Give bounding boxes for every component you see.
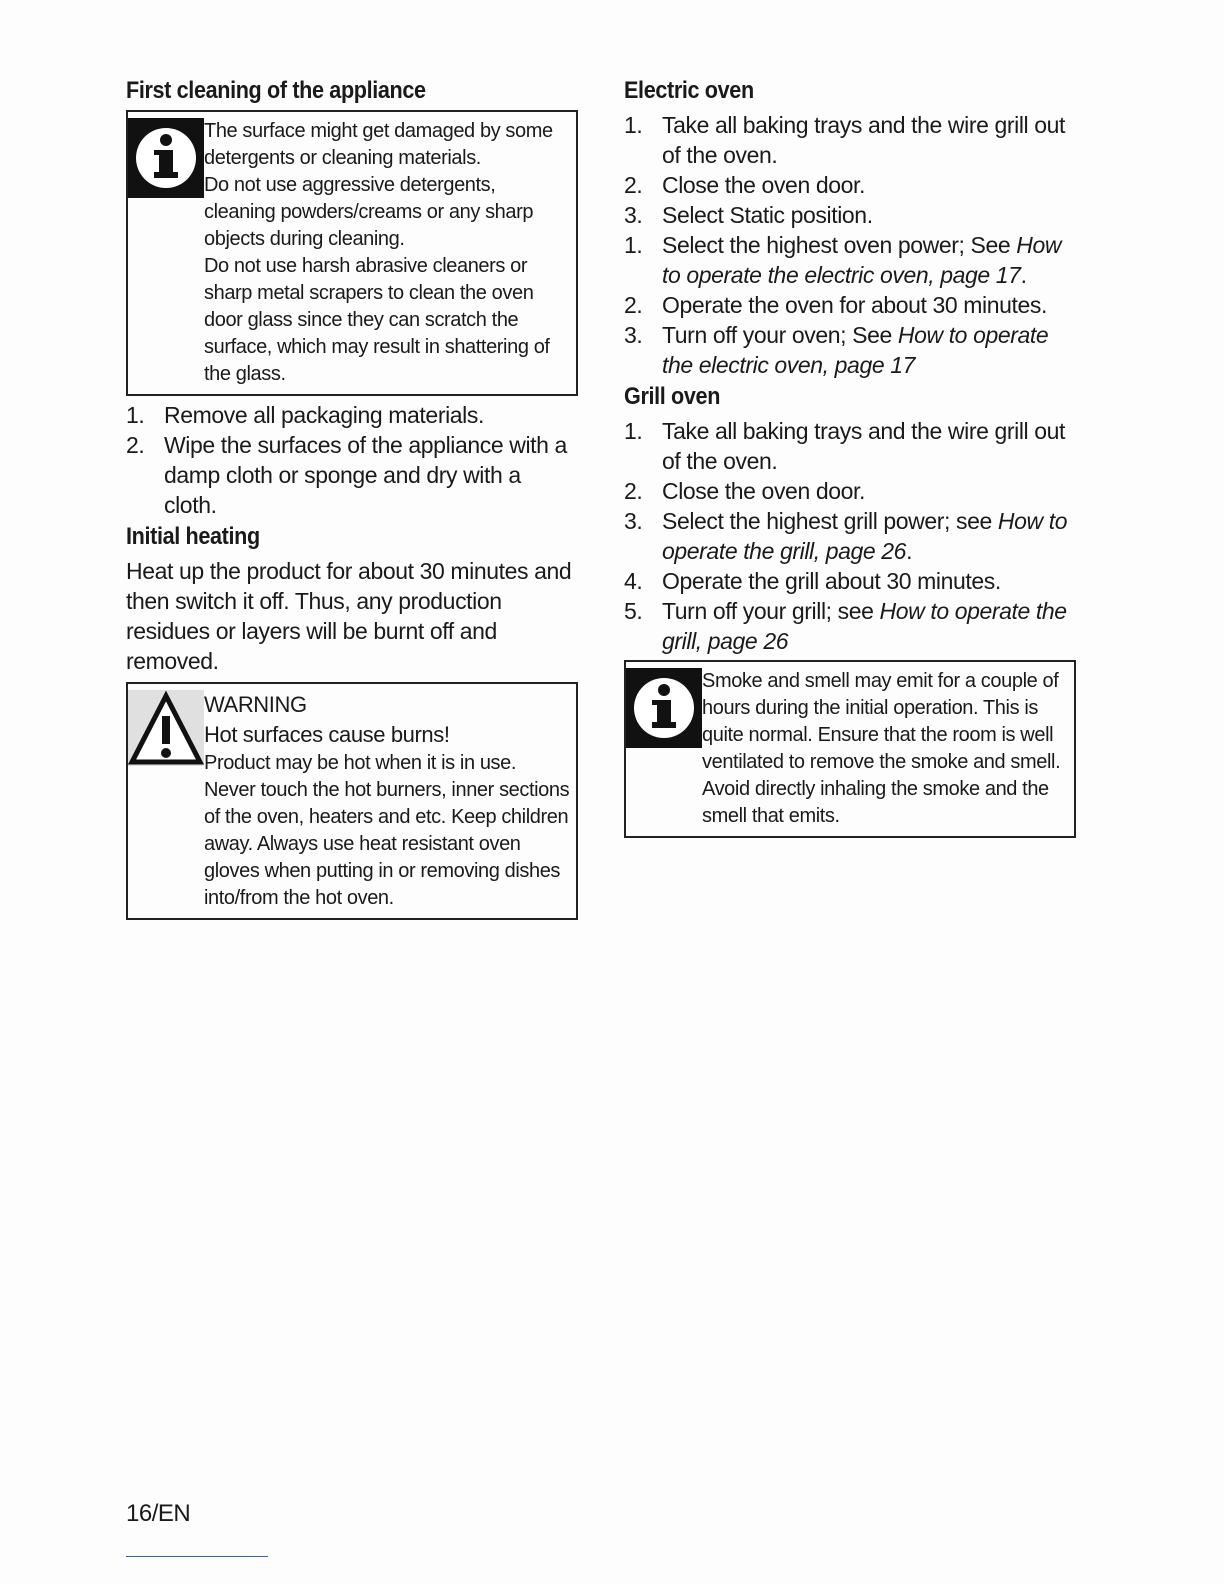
warning-icon — [128, 690, 204, 770]
list-item: 2. Close the oven door. — [624, 478, 865, 504]
warning-box — [126, 682, 578, 920]
cleaning-steps — [126, 400, 578, 520]
grill-oven-steps — [624, 416, 1076, 656]
heading-first-cleaning: First cleaning of the appliance — [126, 77, 426, 104]
electric-oven-steps — [624, 110, 1076, 380]
list-item: 3. Select the highest grill power; see How to operate the grill, page 26. — [624, 508, 1068, 564]
cross-reference: How to operate the electric oven, page 17 — [662, 322, 1049, 378]
cross-reference: How to operate the grill, page 26 — [662, 508, 1068, 564]
info-icon — [128, 118, 204, 198]
cross-reference: How to operate the grill, page 26 — [662, 598, 1067, 654]
info-icon — [626, 668, 702, 748]
info-text-2: Do not use aggressive detergents, cleaning powders/creams or any sharp objects during cleaning. — [204, 174, 534, 250]
warning-body: Product may be hot when it is in use. Never touch the hot burners, inner sections of the oven, heaters and etc. Keep children away. Always use heat resistant oven gloves when putting in or removing dishes into/from the hot oven. — [204, 752, 570, 909]
warning-lead: Hot surfaces cause burns! — [204, 722, 450, 747]
list-item: 2. Close the oven door. — [624, 172, 865, 198]
heading-electric-oven: Electric oven — [624, 77, 754, 104]
list-item: 2. Wipe the surfaces of the appliance with a damp cloth or sponge and dry with a cloth. — [126, 432, 567, 518]
info-smoke-text: Smoke and smell may emit for a couple of hours during the initial operation. This is quite normal. Ensure that the room is well ventilated to remove the smoke and smell. Avoid directly inhaling the smoke and the smell that emits. — [702, 670, 1061, 827]
info-text-1: The surface might get damaged by some detergents or cleaning materials. — [204, 120, 553, 169]
list-item: 3. Select Static position. — [624, 202, 873, 228]
left-column — [126, 76, 578, 924]
heading-grill-oven: Grill oven — [624, 383, 721, 410]
list-item: 4. Operate the grill about 30 minutes. — [624, 568, 1001, 594]
list-item: 1. Select the highest oven power; See How to operate the electric oven, page 17. — [624, 232, 1062, 288]
footer-divider — [126, 1556, 268, 1557]
list-item: 2. Operate the oven for about 30 minutes. — [624, 292, 1047, 318]
initial-heating-text: Heat up the product for about 30 minutes and then switch it off. Thus, any production residues or layers will be burnt off and removed. — [126, 558, 572, 674]
warning-title: WARNING — [204, 692, 307, 717]
list-item: 1. Remove all packaging materials. — [126, 402, 484, 428]
info-box-smoke — [624, 660, 1076, 838]
info-box-cleaning — [126, 110, 578, 396]
cross-reference: How to operate the electric oven, page 17 — [662, 232, 1062, 288]
right-column — [624, 76, 1076, 842]
list-item: 1. Take all baking trays and the wire grill out of the oven. — [624, 418, 1066, 474]
list-item: 1. Take all baking trays and the wire grill out of the oven. — [624, 112, 1066, 168]
heading-initial-heating: Initial heating — [126, 523, 260, 550]
page-number: 16/EN — [126, 1500, 191, 1527]
info-text-3: Do not use harsh abrasive cleaners or sharp metal scrapers to clean the oven door glass since they can scratch the surface, which may result in shattering of the glass. — [204, 255, 550, 385]
list-item: 3. Turn off your oven; See How to operate the electric oven, page 17 — [624, 322, 1049, 378]
list-item: 5. Turn off your grill; see How to operate the grill, page 26 — [624, 598, 1067, 654]
